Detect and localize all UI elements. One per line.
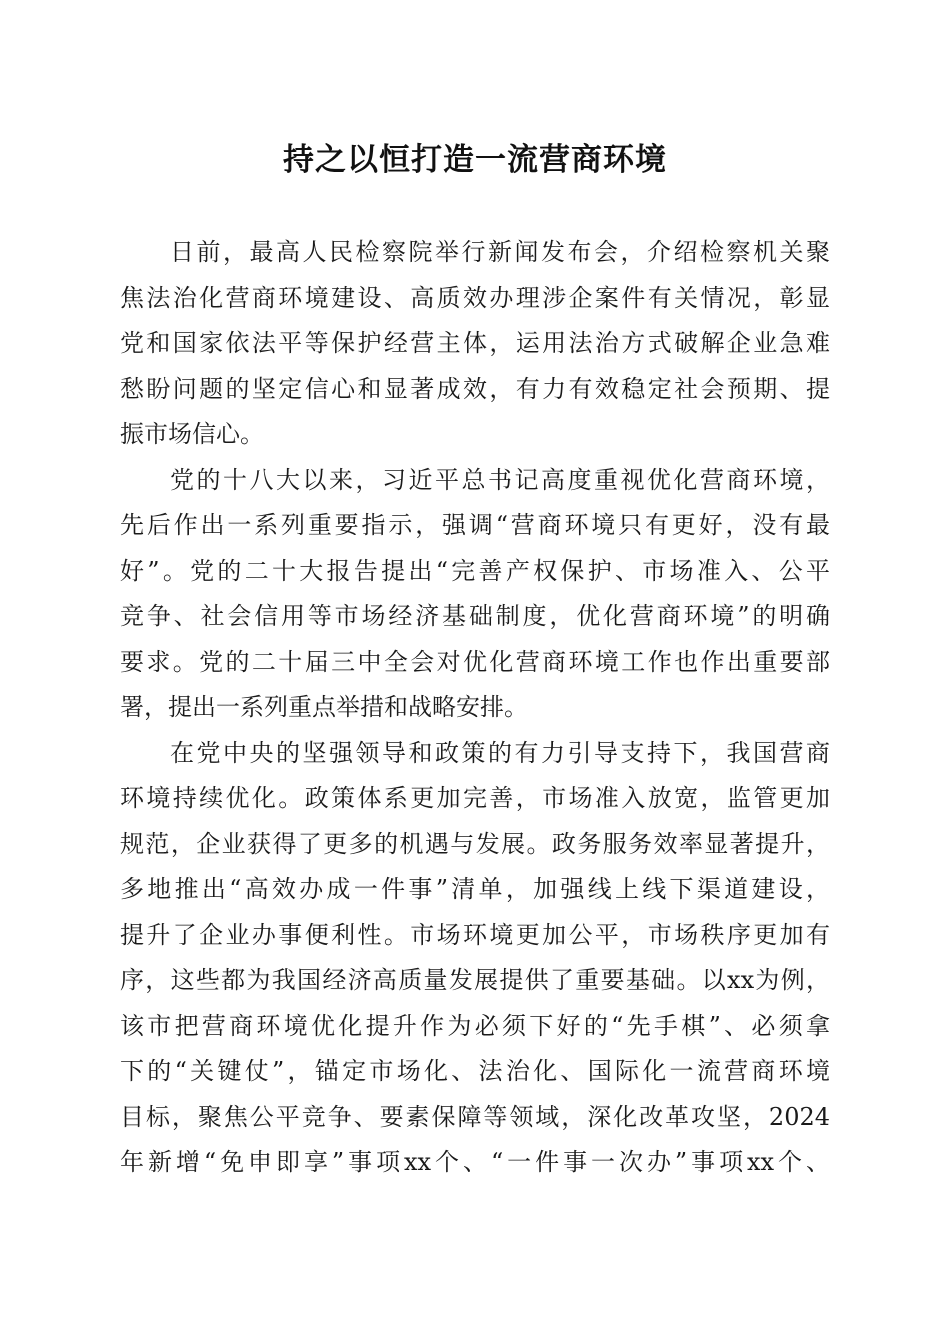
paragraph-2-line-3: 好”。党的二十大报告提出“完善产权保护、市场准入、公平 <box>120 557 830 585</box>
paragraph-3-line-6: 序，这些都为我国经济高质量发展提供了重要基础。以xx为例， <box>120 966 830 994</box>
document-title: 持之以恒打造一流营商环境 <box>283 142 667 178</box>
paragraph-3-line-2: 环境持续优化。政策体系更加完善，市场准入放宽，监管更加 <box>120 784 830 812</box>
paragraph-2-line-5: 要求。党的二十届三中全会对优化营商环境工作也作出重要部 <box>120 648 830 676</box>
paragraph-3-line-10: 年新增“免申即享”事项xx个、“一件事一次办”事项xx个、 <box>120 1148 830 1176</box>
paragraph-1-line-2: 焦法治化营商环境建设、高质效办理涉企案件有关情况，彰显 <box>120 284 830 312</box>
paragraph-3-line-1: 在党中央的坚强领导和政策的有力引导支持下，我国营商 <box>170 739 830 767</box>
paragraph-3-line-5: 提升了企业办事便利性。市场环境更加公平，市场秩序更加有 <box>120 921 830 949</box>
paragraph-1-line-3: 党和国家依法平等保护经营主体，运用法治方式破解企业急难 <box>120 329 830 357</box>
paragraph-3-line-4: 多地推出“高效办成一件事”清单，加强线上线下渠道建设， <box>120 875 830 903</box>
paragraph-3-line-8: 下的“关键仗”，锚定市场化、法治化、国际化一流营商环境 <box>120 1057 830 1085</box>
paragraph-1-line-4: 愁盼问题的坚定信心和显著成效，有力有效稳定社会预期、提 <box>120 375 830 403</box>
paragraph-2-line-6: 署，提出一系列重点举措和战略安排。 <box>120 693 528 721</box>
paragraph-3-line-9: 目标，聚焦公平竞争、要素保障等领域，深化改革攻坚，2024 <box>120 1103 830 1131</box>
paragraph-2-line-1: 党的十八大以来，习近平总书记高度重视优化营商环境， <box>170 466 830 494</box>
paragraph-1-line-1: 日前，最高人民检察院举行新闻发布会，介绍检察机关聚 <box>170 238 830 266</box>
paragraph-3-line-7: 该市把营商环境优化提升作为必须下好的“先手棋”、必须拿 <box>120 1012 830 1040</box>
paragraph-1-line-5: 振市场信心。 <box>120 420 264 448</box>
paragraph-2-line-4: 竞争、社会信用等市场经济基础制度，优化营商环境”的明确 <box>120 602 830 630</box>
paragraph-3-line-3: 规范，企业获得了更多的机遇与发展。政务服务效率显著提升， <box>120 830 830 858</box>
paragraph-2-line-2: 先后作出一系列重要指示，强调“营商环境只有更好，没有最 <box>120 511 830 539</box>
